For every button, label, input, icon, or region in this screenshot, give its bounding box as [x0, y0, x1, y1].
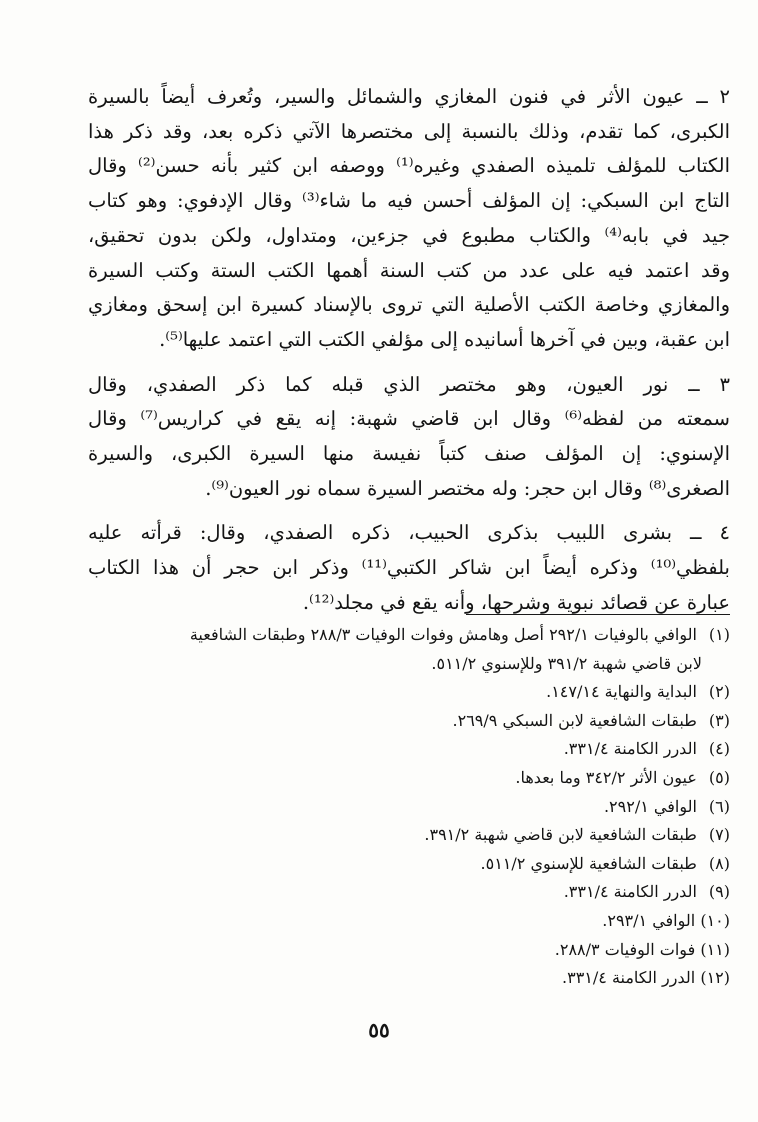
footnote-10	[88, 907, 730, 936]
footnote-1-continuation: لابن قاضي شهبة ٣٩١/٢ وللإسنوي ٥١١/٢.	[431, 653, 702, 673]
footnote-8	[88, 850, 730, 879]
footnote-text: البداية والنهاية ١٤٧/١٤.	[546, 682, 697, 702]
footnotes	[88, 621, 730, 993]
footnote-6	[88, 793, 730, 822]
footnote-11	[88, 936, 730, 965]
text-line: الإسنوي: إن المؤلف صنف كتباً نفيسة منها السيرة الكبرى، والسيرة	[88, 442, 730, 466]
footnote-text: الدرر الكامنة ٣٣١/٤.	[563, 882, 697, 902]
page-number: ٥٥	[368, 1018, 390, 1042]
text-line: التاج ابن السبكي: إن المؤلف أحسن فيه ما شاء⁽³⁾ وقال الإدفوي: وهو كتاب	[88, 189, 730, 213]
footnote-number: (١٠)	[700, 910, 730, 930]
footnote-text: الوافي ٢٩٢/١.	[603, 796, 697, 816]
footnote-number: (٩)	[708, 882, 730, 902]
footnote-text: طبقات الشافعية لابن قاضي شهبة ٣٩١/٢.	[424, 825, 697, 845]
footnote-number: (٣)	[708, 710, 730, 730]
footnote-number: (١)	[708, 625, 730, 644]
footnote-number: (٥)	[708, 767, 730, 787]
main-text	[88, 80, 730, 631]
paragraph-item-4	[88, 516, 730, 620]
footnote-text: الدرر الكامنة ٣٣١/٤.	[563, 739, 697, 759]
text-line: بلفظي⁽¹⁰⁾ وذكره أيضاً ابن شاكر الكتبي⁽¹¹⁾ وذكر ابن حجر أن هذا الكتاب	[88, 556, 730, 580]
text-line: ٤ ــ بشرى اللبيب بذكرى الحبيب، ذكره الصفدي، وقال: قرأته عليه	[88, 521, 730, 545]
footnote-text: الوافي ٢٩٣/١.	[602, 910, 696, 930]
footnote-number: (٦)	[708, 796, 730, 816]
footnote-number: (٧)	[708, 825, 730, 845]
footnote-text: الدرر الكامنة ٣٣١/٤.	[562, 968, 696, 988]
footnote-text: الوافي بالوفيات ٢٩٢/١ أصل وهامش وفوات الوفيات ٢٨٨/٣ وطبقات الشافعية	[189, 625, 697, 644]
footnote-3	[88, 707, 730, 736]
footnote-4	[88, 735, 730, 764]
footnote-number: (١١)	[700, 939, 730, 959]
footnote-12	[88, 964, 730, 993]
footnote-text: فوات الوفيات ٢٨٨/٣.	[554, 939, 696, 959]
text-line: ابن عقبة، وبين في آخرها أسانيده إلى مؤلفي الكتب التي اعتمد عليها⁽⁵⁾.	[159, 327, 730, 351]
footnote-text: طبقات الشافعية لابن السبكي ٢٦٩/٩.	[452, 710, 697, 730]
text-line: جيد في بابه⁽⁴⁾ والكتاب مطبوع في جزءين، ومتداول، ولكن بدون تحقيق،	[88, 223, 730, 247]
footnote-2	[88, 678, 730, 707]
footnote-separator	[466, 614, 730, 615]
footnote-number: (١٢)	[700, 968, 730, 988]
footnote-7	[88, 821, 730, 850]
text-line: وقد اعتمد فيه على عدد من كتب السنة أهمها الكتب الستة وكتب السيرة	[88, 258, 730, 282]
text-line: والمغازي وخاصة الكتب الأصلية التي تروى بالإسناد كسيرة ابن إسحق ومغازي	[88, 293, 730, 317]
footnote-9	[88, 878, 730, 907]
footnote-text: عيون الأثر ٣٤٢/٢ وما بعدها.	[515, 767, 697, 787]
paragraph-item-2	[88, 80, 730, 358]
text-line: الصغرى⁽⁸⁾ وقال ابن حجر: وله مختصر السيرة سماه نور العيون⁽⁹⁾.	[205, 476, 730, 500]
text-line: ٣ ــ نور العيون، وهو مختصر الذي قبله كما ذكر الصفدي، وقال	[88, 372, 730, 396]
footnote-5	[88, 764, 730, 793]
text-line: الكبرى، كما تقدم، وذلك بالنسبة إلى مختصرها الآتي ذكره بعد، وقد ذكر هذا	[88, 119, 730, 143]
footnote-text: طبقات الشافعية للإسنوي ٥١١/٢.	[480, 853, 697, 873]
footnote-number: (٢)	[708, 682, 730, 702]
paragraph-item-3	[88, 368, 730, 507]
text-line: الكتاب للمؤلف تلميذه الصفدي وغيره⁽¹⁾ ووصفه ابن كثير بأنه حسن⁽²⁾ وقال	[88, 154, 731, 178]
text-line: عبارة عن قصائد نبوية وشرحها، وأنه يقع في مجلد⁽¹²⁾.	[302, 590, 730, 614]
text-line: سمعته من لفظه⁽⁶⁾ وقال ابن قاضي شهبة: إنه يقع في كراريس⁽⁷⁾ وقال	[88, 407, 730, 431]
footnote-1	[88, 621, 730, 650]
text-line: ٢ ــ عيون الأثر في فنون المغازي والشمائل والسير، وتُعرف أيضاً بالسيرة	[88, 85, 730, 108]
footnote-number: (٤)	[708, 739, 730, 759]
footnote-number: (٨)	[708, 853, 730, 873]
